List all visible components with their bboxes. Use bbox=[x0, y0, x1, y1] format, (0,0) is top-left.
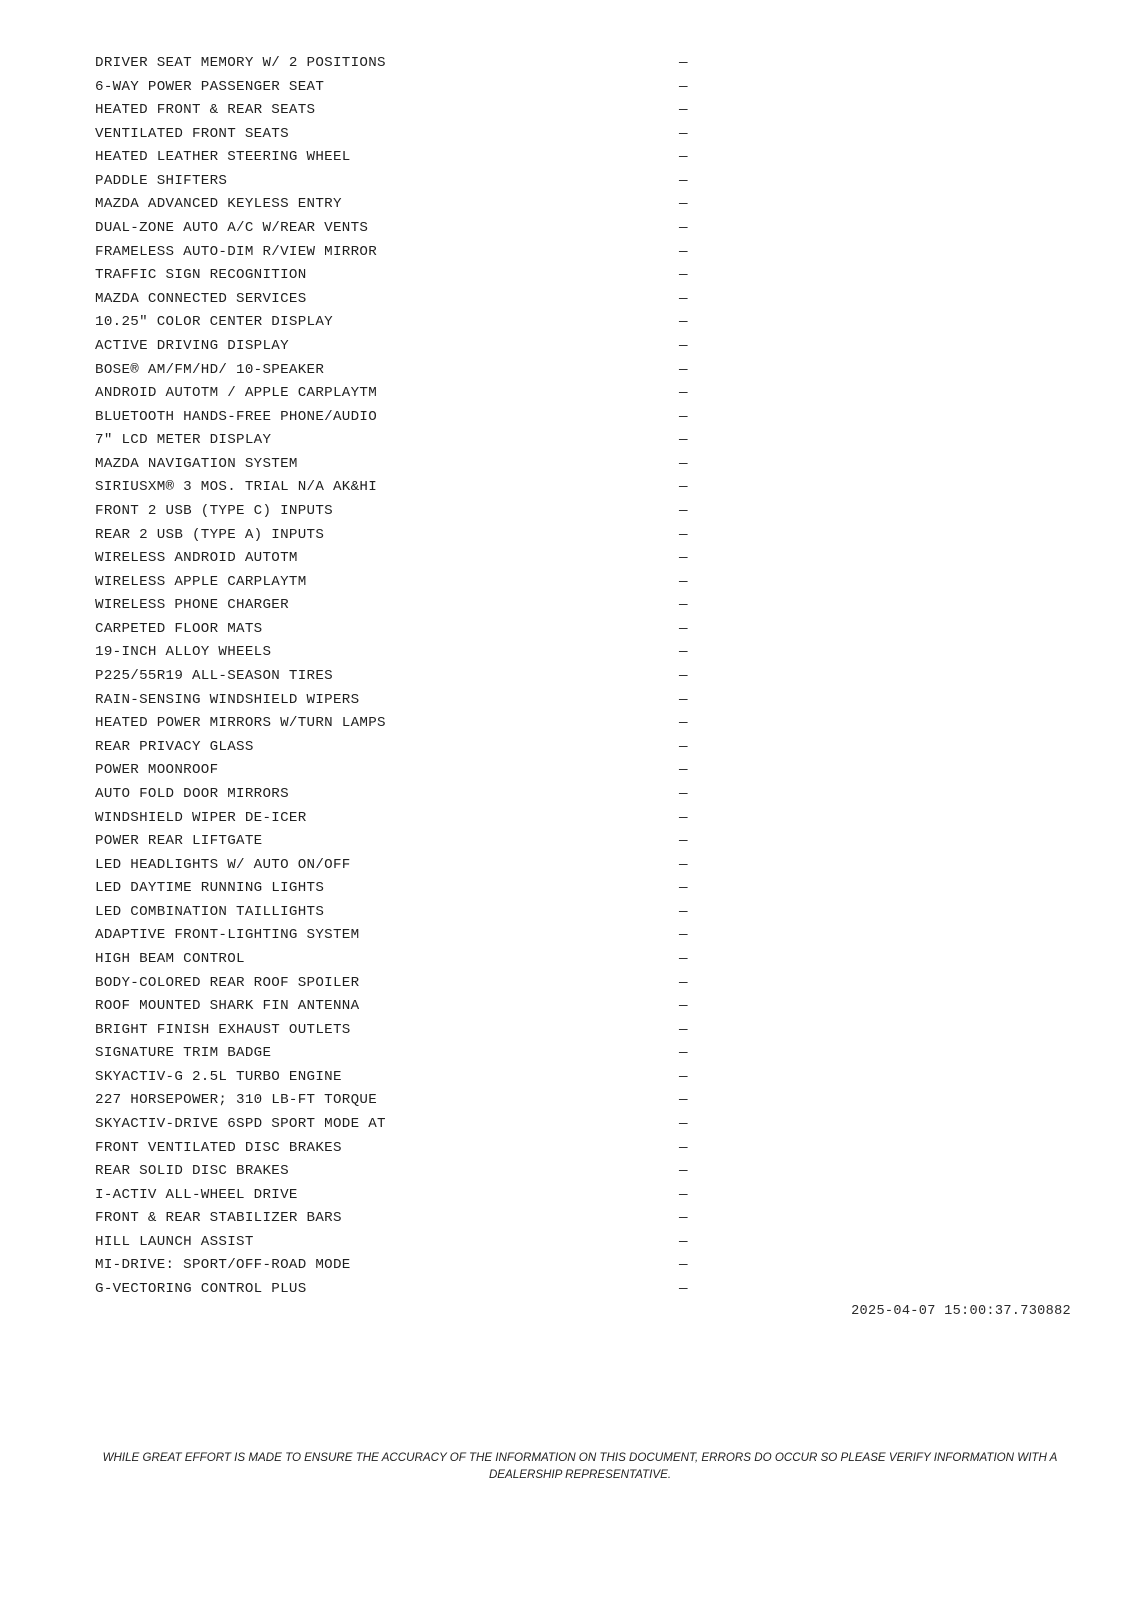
feature-value: — bbox=[679, 809, 688, 826]
feature-row bbox=[95, 736, 695, 760]
print-timestamp: 2025-04-07 15:00:37.730882 bbox=[851, 1304, 1071, 1319]
feature-row bbox=[95, 783, 695, 807]
feature-label: RAIN-SENSING WINDSHIELD WIPERS bbox=[95, 691, 360, 708]
feature-value: — bbox=[679, 880, 688, 897]
feature-label: HIGH BEAM CONTROL bbox=[95, 950, 245, 967]
feature-value: — bbox=[679, 620, 688, 637]
feature-row bbox=[95, 52, 695, 76]
feature-row bbox=[95, 1113, 695, 1137]
disclaimer-text: WHILE GREAT EFFORT IS MADE TO ENSURE THE ACCURACY OF THE INFORMATION ON THIS DOCUMENT, ERRORS DO OCCUR SO PLEASE VERIFY INFORMATION WITH A DEALERSHIP REPRESENTATIVE. bbox=[102, 1451, 1058, 1481]
feature-label: DRIVER SEAT MEMORY W/ 2 POSITIONS bbox=[95, 55, 386, 71]
feature-label: PADDLE SHIFTERS bbox=[95, 172, 228, 189]
feature-row bbox=[95, 901, 695, 925]
feature-label: 19-INCH ALLOY WHEELS bbox=[95, 644, 272, 661]
feature-value: — bbox=[679, 1186, 688, 1203]
feature-row bbox=[95, 1278, 695, 1302]
feature-row bbox=[95, 359, 695, 383]
feature-row bbox=[95, 594, 695, 618]
feature-row bbox=[95, 524, 695, 548]
feature-label: VENTILATED FRONT SEATS bbox=[95, 125, 289, 142]
feature-label: MAZDA ADVANCED KEYLESS ENTRY bbox=[95, 196, 342, 213]
feature-label: WINDSHIELD WIPER DE-ICER bbox=[95, 809, 307, 826]
feature-value: — bbox=[679, 78, 688, 95]
feature-value: — bbox=[679, 314, 688, 331]
feature-label: SKYACTIV-DRIVE 6SPD SPORT MODE AT bbox=[95, 1116, 386, 1133]
feature-label: WIRELESS APPLE CARPLAYTM bbox=[95, 573, 307, 590]
feature-value: — bbox=[679, 715, 688, 732]
feature-row bbox=[95, 712, 695, 736]
feature-value: — bbox=[679, 267, 688, 284]
feature-label: WIRELESS PHONE CHARGER bbox=[95, 597, 289, 614]
feature-row bbox=[95, 618, 695, 642]
feature-row bbox=[95, 123, 695, 147]
feature-row bbox=[95, 1184, 695, 1208]
feature-row bbox=[95, 854, 695, 878]
feature-label: SIGNATURE TRIM BADGE bbox=[95, 1045, 272, 1062]
feature-label: TRAFFIC SIGN RECOGNITION bbox=[95, 267, 307, 284]
feature-value: — bbox=[679, 361, 688, 378]
feature-row bbox=[95, 972, 695, 996]
feature-label: POWER MOONROOF bbox=[95, 762, 219, 779]
feature-label: BODY-COLORED REAR ROOF SPOILER bbox=[95, 974, 360, 991]
feature-value: — bbox=[679, 785, 688, 802]
feature-label: BLUETOOTH HANDS-FREE PHONE/AUDIO bbox=[95, 408, 378, 425]
feature-row bbox=[95, 948, 695, 972]
feature-label: SKYACTIV-G 2.5L TURBO ENGINE bbox=[95, 1068, 342, 1085]
feature-value: — bbox=[679, 668, 688, 685]
feature-value: — bbox=[679, 196, 688, 213]
feature-label: 7" LCD METER DISPLAY bbox=[95, 432, 272, 449]
feature-value: — bbox=[679, 102, 688, 119]
feature-value: — bbox=[679, 1210, 688, 1227]
feature-label: BOSE® AM/FM/HD/ 10-SPEAKER bbox=[95, 361, 325, 378]
feature-label: P225/55R19 ALL-SEASON TIRES bbox=[95, 668, 333, 685]
feature-value: — bbox=[679, 762, 688, 779]
feature-row bbox=[95, 1254, 695, 1278]
feature-value: — bbox=[679, 1281, 688, 1298]
feature-row bbox=[95, 995, 695, 1019]
feature-value: — bbox=[679, 1068, 688, 1085]
feature-value: — bbox=[679, 432, 688, 449]
feature-value: — bbox=[679, 550, 688, 567]
feature-row bbox=[95, 146, 695, 170]
feature-label: HEATED FRONT & REAR SEATS bbox=[95, 102, 316, 119]
feature-label: LED HEADLIGHTS W/ AUTO ON/OFF bbox=[95, 856, 351, 873]
feature-label: ACTIVE DRIVING DISPLAY bbox=[95, 337, 289, 354]
feature-label: I-ACTIV ALL-WHEEL DRIVE bbox=[95, 1186, 298, 1203]
feature-row bbox=[95, 807, 695, 831]
feature-label: 10.25" COLOR CENTER DISPLAY bbox=[95, 314, 333, 331]
feature-label: HEATED POWER MIRRORS W/TURN LAMPS bbox=[95, 715, 386, 732]
feature-value: — bbox=[679, 927, 688, 944]
feature-row bbox=[95, 76, 695, 100]
feature-label: FRAMELESS AUTO-DIM R/VIEW MIRROR bbox=[95, 243, 378, 260]
feature-row bbox=[95, 288, 695, 312]
feature-label: MAZDA CONNECTED SERVICES bbox=[95, 290, 307, 307]
feature-row bbox=[95, 759, 695, 783]
feature-value: — bbox=[679, 1163, 688, 1180]
feature-value: — bbox=[679, 833, 688, 850]
feature-row bbox=[95, 217, 695, 241]
feature-value: — bbox=[679, 738, 688, 755]
feature-label: DUAL-ZONE AUTO A/C W/REAR VENTS bbox=[95, 220, 369, 237]
feature-row bbox=[95, 476, 695, 500]
feature-value: — bbox=[679, 526, 688, 543]
feature-label: ADAPTIVE FRONT-LIGHTING SYSTEM bbox=[95, 927, 360, 944]
feature-value: — bbox=[679, 1116, 688, 1133]
feature-row bbox=[95, 1160, 695, 1184]
feature-value: — bbox=[679, 974, 688, 991]
feature-label: FRONT 2 USB (TYPE C) INPUTS bbox=[95, 502, 333, 519]
feature-label: HEATED LEATHER STEERING WHEEL bbox=[95, 149, 351, 166]
feature-label: G-VECTORING CONTROL PLUS bbox=[95, 1281, 307, 1298]
feature-label: AUTO FOLD DOOR MIRRORS bbox=[95, 785, 289, 802]
feature-list bbox=[95, 52, 695, 1302]
feature-label: BRIGHT FINISH EXHAUST OUTLETS bbox=[95, 1021, 351, 1038]
feature-label: FRONT & REAR STABILIZER BARS bbox=[95, 1210, 342, 1227]
feature-label: REAR 2 USB (TYPE A) INPUTS bbox=[95, 526, 325, 543]
feature-label: HILL LAUNCH ASSIST bbox=[95, 1233, 254, 1250]
feature-value: — bbox=[679, 502, 688, 519]
feature-value: — bbox=[679, 856, 688, 873]
feature-label: MI-DRIVE: SPORT/OFF-ROAD MODE bbox=[95, 1257, 351, 1274]
feature-value: — bbox=[679, 1092, 688, 1109]
feature-label: LED COMBINATION TAILLIGHTS bbox=[95, 903, 325, 920]
feature-row bbox=[95, 335, 695, 359]
feature-row bbox=[95, 1019, 695, 1043]
feature-value: — bbox=[679, 644, 688, 661]
feature-row bbox=[95, 406, 695, 430]
feature-value: — bbox=[679, 149, 688, 166]
feature-label: MAZDA NAVIGATION SYSTEM bbox=[95, 455, 298, 472]
feature-row bbox=[95, 1231, 695, 1255]
feature-row bbox=[95, 641, 695, 665]
feature-row bbox=[95, 382, 695, 406]
feature-row bbox=[95, 241, 695, 265]
feature-value: — bbox=[679, 243, 688, 260]
feature-row bbox=[95, 1066, 695, 1090]
feature-row bbox=[95, 1089, 695, 1113]
feature-value: — bbox=[679, 55, 688, 71]
feature-value: — bbox=[679, 1233, 688, 1250]
feature-label: FRONT VENTILATED DISC BRAKES bbox=[95, 1139, 342, 1156]
feature-label: WIRELESS ANDROID AUTOTM bbox=[95, 550, 298, 567]
feature-row bbox=[95, 1137, 695, 1161]
feature-row bbox=[95, 547, 695, 571]
feature-value: — bbox=[679, 950, 688, 967]
feature-value: — bbox=[679, 408, 688, 425]
feature-row bbox=[95, 500, 695, 524]
feature-row bbox=[95, 924, 695, 948]
feature-row bbox=[95, 193, 695, 217]
feature-label: LED DAYTIME RUNNING LIGHTS bbox=[95, 880, 325, 897]
feature-row bbox=[95, 264, 695, 288]
feature-value: — bbox=[679, 455, 688, 472]
feature-label: REAR SOLID DISC BRAKES bbox=[95, 1163, 289, 1180]
feature-value: — bbox=[679, 597, 688, 614]
feature-value: — bbox=[679, 1045, 688, 1062]
feature-row bbox=[95, 1042, 695, 1066]
feature-label: ROOF MOUNTED SHARK FIN ANTENNA bbox=[95, 998, 360, 1015]
feature-value: — bbox=[679, 903, 688, 920]
feature-row bbox=[95, 429, 695, 453]
feature-value: — bbox=[679, 1139, 688, 1156]
feature-label: REAR PRIVACY GLASS bbox=[95, 738, 254, 755]
feature-label: CARPETED FLOOR MATS bbox=[95, 620, 263, 637]
feature-label: ANDROID AUTOTM / APPLE CARPLAYTM bbox=[95, 385, 378, 402]
feature-value: — bbox=[679, 220, 688, 237]
feature-value: — bbox=[679, 573, 688, 590]
feature-row bbox=[95, 453, 695, 477]
feature-row bbox=[95, 571, 695, 595]
feature-value: — bbox=[679, 337, 688, 354]
feature-label: SIRIUSXM® 3 MOS. TRIAL N/A AK&HI bbox=[95, 479, 378, 496]
feature-label: 6-WAY POWER PASSENGER SEAT bbox=[95, 78, 325, 95]
feature-value: — bbox=[679, 172, 688, 189]
feature-label: 227 HORSEPOWER; 310 LB-FT TORQUE bbox=[95, 1092, 378, 1109]
feature-row bbox=[95, 689, 695, 713]
feature-row bbox=[95, 311, 695, 335]
feature-value: — bbox=[679, 385, 688, 402]
feature-label: POWER REAR LIFTGATE bbox=[95, 833, 263, 850]
feature-row bbox=[95, 1207, 695, 1231]
feature-value: — bbox=[679, 691, 688, 708]
feature-row bbox=[95, 170, 695, 194]
feature-value: — bbox=[679, 1021, 688, 1038]
feature-value: — bbox=[679, 1257, 688, 1274]
feature-row bbox=[95, 665, 695, 689]
feature-row bbox=[95, 99, 695, 123]
feature-value: — bbox=[679, 290, 688, 307]
feature-row bbox=[95, 877, 695, 901]
feature-value: — bbox=[679, 998, 688, 1015]
feature-value: — bbox=[679, 479, 688, 496]
feature-row bbox=[95, 830, 695, 854]
feature-value: — bbox=[679, 125, 688, 142]
